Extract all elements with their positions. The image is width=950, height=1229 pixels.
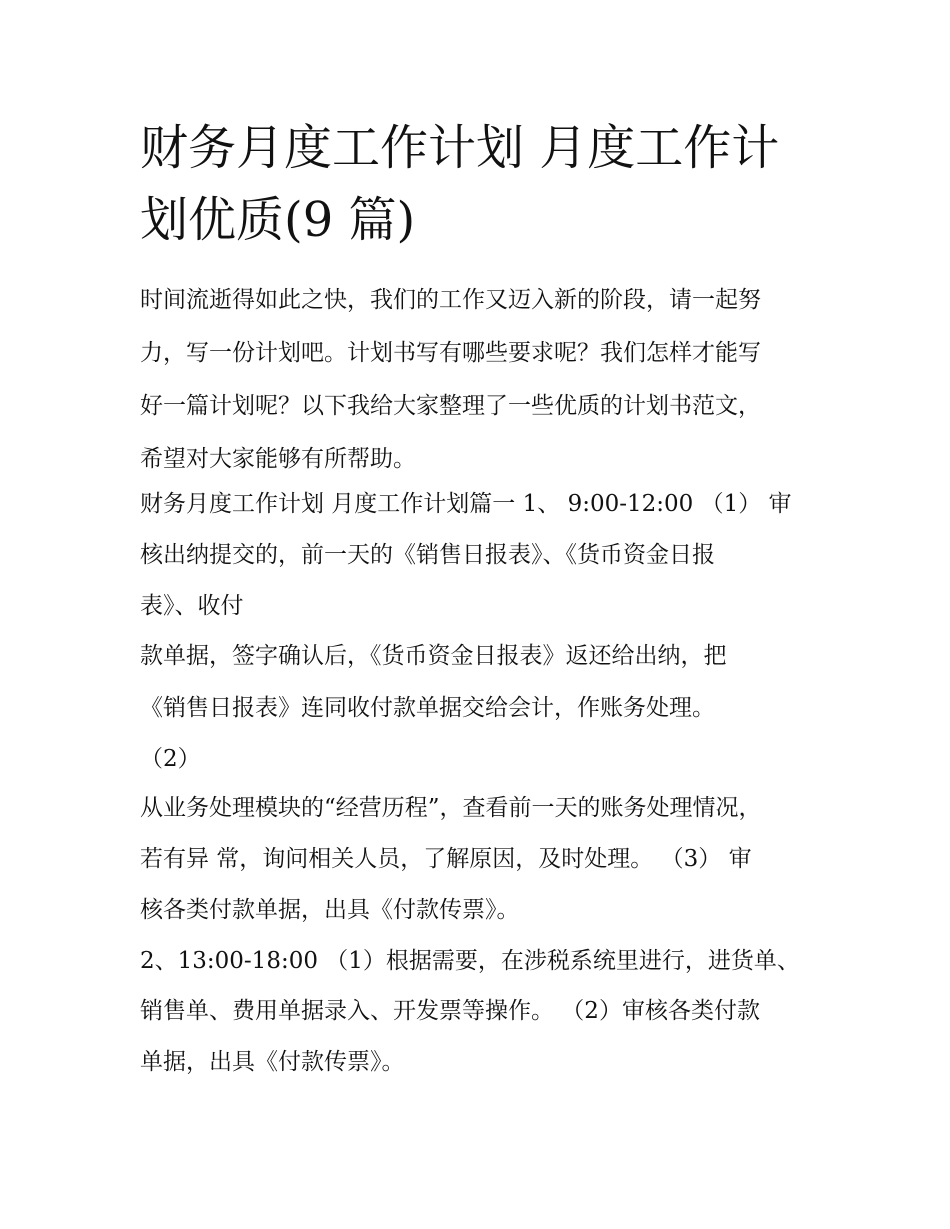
body-line: 希望对大家能够有所帮助。 — [140, 446, 416, 472]
body-line: 从业务处理模块的“经营历程”，查看前一天的账务处理情况， — [140, 795, 762, 821]
body-line: 表》、收付 — [140, 593, 244, 619]
body-line: 核各类付款单据，出具《付款传票》。 — [140, 897, 520, 923]
body-line: 财务月度工作计划 月度工作计划篇一 1、 9:00-12:00 （1） 审 — [140, 491, 792, 517]
body-line: 力，写一份计划吧。计划书写有哪些要求呢？我们怎样才能写 — [140, 340, 761, 366]
body-line: 2、13:00-18:00 （1）根据需要，在涉税系统里进行，进货单、 — [140, 948, 800, 974]
body-line: 款单据，签字确认后，《货币资金日报表》返还给出纳，把 — [140, 643, 727, 669]
body-line: 若有异 常，询问相关人员，了解原因，及时处理。 （3） 审 — [140, 846, 752, 872]
body-line: 单据，出具《付款传票》。 — [140, 1049, 405, 1075]
body-line: 好一篇计划呢？以下我给大家整理了一些优质的计划书范文， — [140, 393, 761, 419]
body-line: 核出纳提交的，前一天的《销售日报表》、《货币资金日报 — [140, 542, 715, 568]
title-line-2: 划优质(9 篇) — [140, 192, 416, 248]
body-line: 《销售日报表》连同收付款单据交给会计，作账务处理。 — [140, 695, 715, 721]
body-line: 销售单、费用单据录入、开发票等操作。 （2）审核各类付款 — [140, 998, 760, 1024]
document-title — [140, 112, 820, 256]
body-line: （2） — [140, 746, 201, 772]
body-line: 时间流逝得如此之快，我们的工作又迈入新的阶段，请一起努 — [140, 287, 761, 313]
title-line-1: 财务月度工作计划 月度工作计 — [140, 120, 780, 176]
